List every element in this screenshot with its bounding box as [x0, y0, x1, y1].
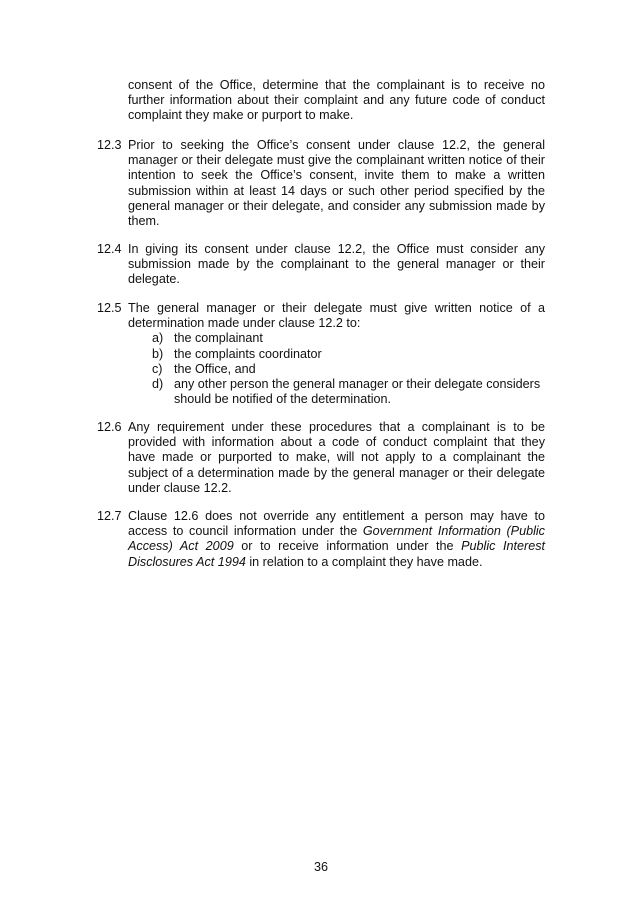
clause-text: The general manager or their delegate must give written notice of a determination made under clause 12.2 to: [128, 301, 545, 331]
list-item-text: the complainant [174, 331, 263, 346]
clause-body [128, 301, 545, 407]
list-item-text: the complaints coordinator [174, 346, 322, 361]
clause-text [128, 509, 545, 570]
clause-12-3 [97, 138, 545, 229]
list-marker: b) [152, 346, 164, 361]
list-item-text: the Office, and [174, 361, 256, 376]
list-marker: a) [152, 331, 164, 346]
clause-text-part: in relation to a complaint they have made. [245, 554, 483, 569]
list-item [128, 362, 545, 377]
clause-text-part: Clause 12.6 does not override any entitlement a person may have to access to council information under the [128, 509, 545, 539]
clause-12-7 [97, 509, 545, 570]
clause-number: 12.6 [97, 420, 122, 434]
clause-text: Prior to seeking the Office’s consent under clause 12.2, the general manager or their delegate must give the complainant written notice of their intention to seek the Office’s consent, invite them to make a written submission within at least 14 days or such other period specified by the general manager or their delegate, and consider any submission made by them. [128, 138, 545, 229]
list-item [128, 331, 545, 346]
act-title-pid: Public Interest Disclosures Act 1994 [128, 539, 545, 569]
clause-text: In giving its consent under clause 12.2, the Office must consider any submission made by the complainant to the general manager or their delegate. [128, 242, 545, 287]
list-marker: d) [152, 377, 164, 392]
list-marker: c) [152, 361, 163, 376]
list-item-text: any other person the general manager or their delegate considers should be notified of the determination. [174, 377, 541, 407]
clause-number: 12.3 [97, 138, 122, 152]
list-item [128, 377, 545, 407]
act-title-gipa: Government Information (Public Access) Act 2009 [128, 524, 545, 554]
clause-number: 12.5 [97, 301, 122, 315]
clause-12-5 [97, 301, 545, 407]
clause-number: 12.7 [97, 509, 122, 523]
page-number: 36 [313, 860, 328, 874]
clause-12-4 [97, 242, 545, 288]
continuation-paragraph: consent of the Office, determine that the complainant is to receive no further information about their complaint and any future code of conduct complaint they make or purport to make. [128, 78, 545, 123]
clause-text: Any requirement under these procedures that a complainant is to be provided with information about a code of conduct complaint that they have made or purported to make, will not apply to a complainant the subject of a determination made by the general manager or their delegate under clause 12.2. [128, 420, 545, 495]
list-item [128, 347, 545, 362]
clause-text-part: or to receive information under the [233, 539, 462, 554]
clause-number: 12.4 [97, 242, 122, 256]
recipient-list [128, 331, 545, 407]
clause-12-6 [97, 420, 545, 496]
